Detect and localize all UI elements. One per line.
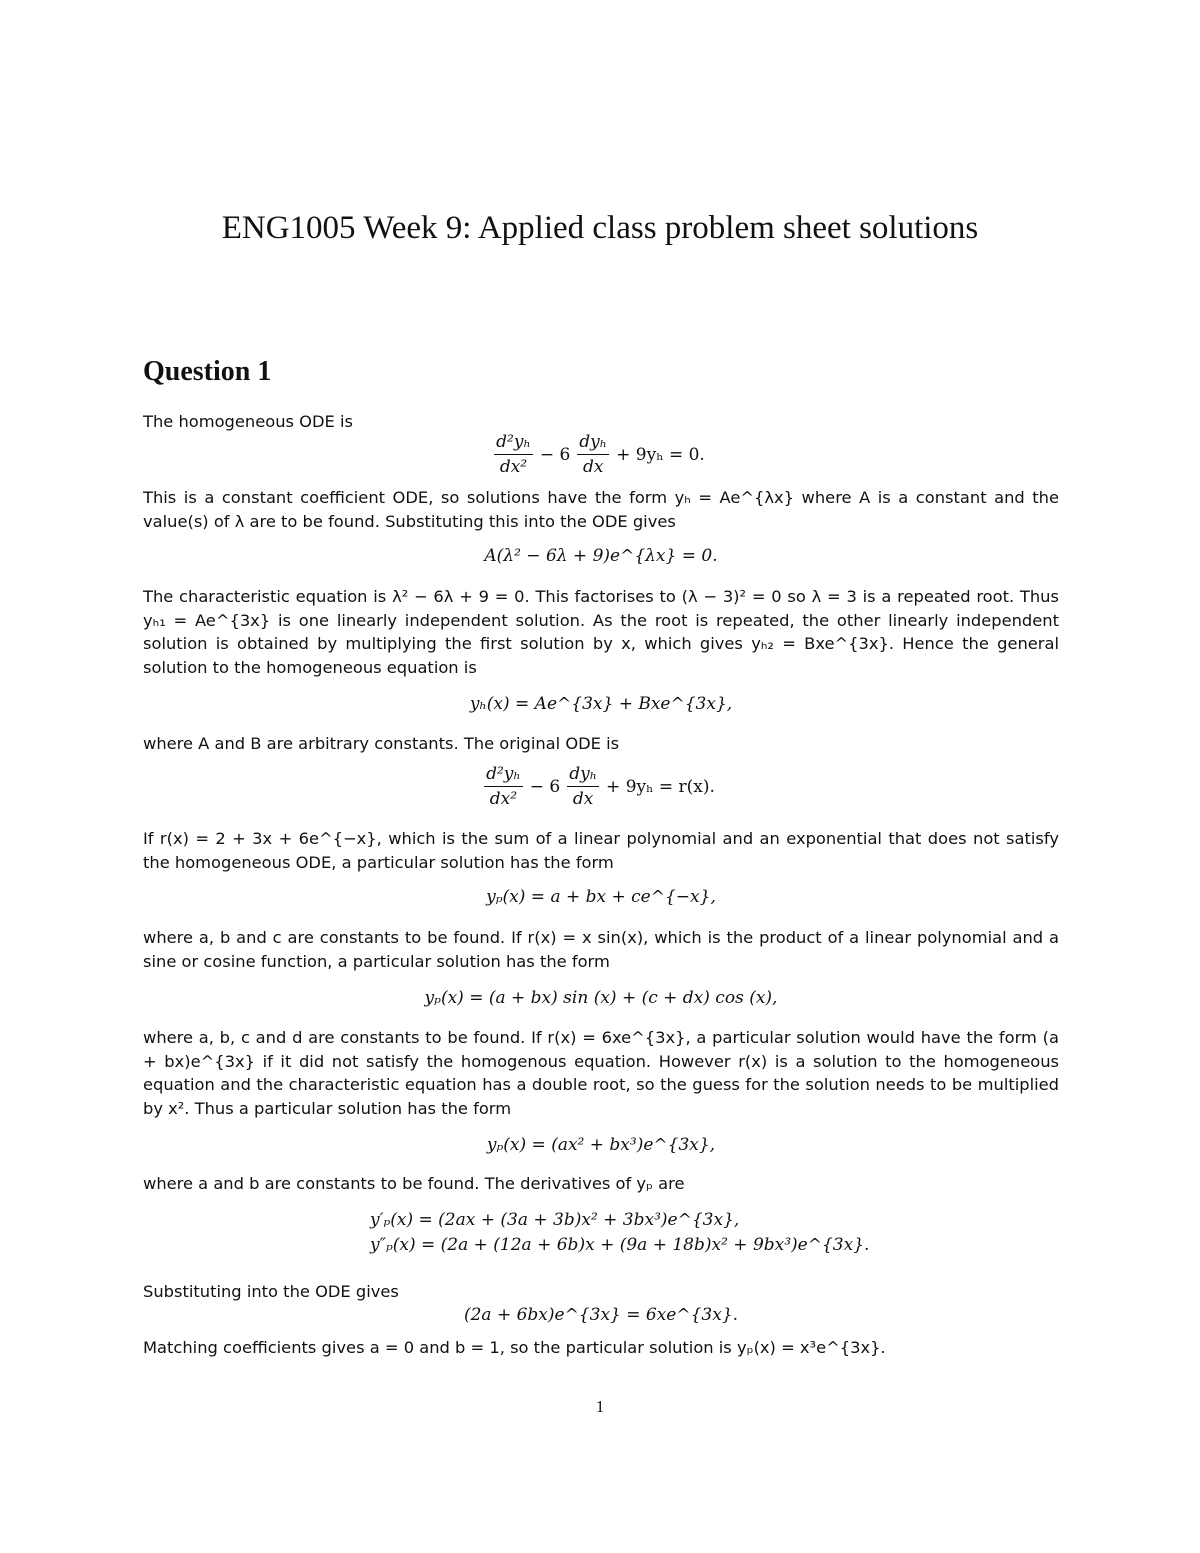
paragraph-6: where a, b and c are constants to be found. If r(x) = x sin(x), which is the product of a linear polynomial and a sine or cosine function, a particular solution has the form xyxy=(143,928,1059,971)
fraction-numerator: dyₕ xyxy=(567,764,599,787)
equation-particular-form-3: yₚ(x) = (ax² + bx³)e^{3x}, xyxy=(486,1135,716,1155)
fraction-denominator: dx² xyxy=(499,457,528,477)
paragraph-5: If r(x) = 2 + 3x + 6e^{−x}, which is the sum of a linear polynomial and an exponential that does not satisfy the homogeneous ODE, a particular solution has the form xyxy=(143,829,1059,872)
equation-substituted: (2a + 6bx)e^{3x} = 6xe^{3x}. xyxy=(463,1305,739,1325)
equation-homogeneous-solution: yₕ(x) = Ae^{3x} + Bxe^{3x}, xyxy=(469,694,733,714)
paragraph-3: The characteristic equation is λ² − 6λ + 9 = 0. This factorises to (λ − 3)² = 0 so λ = 3 is a repeated root. Thus yₕ₁ = Ae^{3x} is one linearly independent solution. As the root is repeated, the other linearly independent solution is obtained by multiplying the first solution by x, which gives yₕ₂ = Bxe^{3x}. Hence the general solution to the homogeneous equation is xyxy=(143,587,1059,677)
paragraph-2: This is a constant coefficient ODE, so solutions have the form yₕ = Ae^{λx} where A is a constant and the value(s) of λ are to be found. Substituting this into the ODE gives xyxy=(143,488,1059,531)
equation-particular-form-1: yₚ(x) = a + bx + ce^{−x}, xyxy=(486,887,716,907)
paragraph-8: where a and b are constants to be found. The derivatives of yₚ are xyxy=(143,1174,685,1193)
section-heading-question-1: Question 1 xyxy=(143,356,272,387)
equation-term: + 9yₕ = 0. xyxy=(616,444,705,465)
equation-first-derivative: y′ₚ(x) = (2ax + (3a + 3b)x² + 3bx³)e^{3x}, xyxy=(370,1210,740,1230)
equation-homogeneous-ode xyxy=(0,432,1200,477)
paragraph-10: Matching coefficients gives a = 0 and b = 1, so the particular solution is yₚ(x) = x³e^{3x}. xyxy=(143,1338,886,1357)
fraction-numerator: d²yₕ xyxy=(494,432,533,455)
page-number: 1 xyxy=(595,1397,605,1416)
fraction-denominator: dx xyxy=(572,789,594,809)
fraction-second-derivative xyxy=(494,432,533,477)
fraction-numerator: d²yₕ xyxy=(484,764,523,787)
fraction-first-derivative xyxy=(577,432,609,477)
fraction-first-derivative xyxy=(567,764,599,809)
paragraph-9: Substituting into the ODE gives xyxy=(143,1282,399,1301)
paragraph-7: where a, b, c and d are constants to be found. If r(x) = 6xe^{3x}, a particular solution would have the form (a + bx)e^{3x} if it did not satisfy the homogenous equation. However r(x) is a solution to the homogeneous equation and the characteristic equation has a double root, so the guess for the solution needs to be multiplied by x². Thus a particular solution has the form xyxy=(143,1028,1059,1118)
fraction-denominator: dx xyxy=(582,457,604,477)
equation-original-ode xyxy=(0,764,1200,809)
fraction-second-derivative xyxy=(484,764,523,809)
paragraph-4: where A and B are arbitrary constants. The original ODE is xyxy=(143,734,620,753)
equation-term: − 6 xyxy=(539,444,571,465)
fraction-numerator: dyₕ xyxy=(577,432,609,455)
equation-particular-form-2: yₚ(x) = (a + bx) sin (x) + (c + dx) cos (x), xyxy=(424,988,778,1008)
fraction-denominator: dx² xyxy=(489,789,518,809)
equation-characteristic-substitution: A(λ² − 6λ + 9)e^{λx} = 0. xyxy=(484,546,718,566)
page-title: ENG1005 Week 9: Applied class problem sheet solutions xyxy=(221,210,979,246)
equation-term: + 9yₕ = r(x). xyxy=(606,776,715,797)
paragraph-1: The homogeneous ODE is xyxy=(143,412,354,431)
equation-second-derivative: y″ₚ(x) = (2a + (12a + 6b)x + (9a + 18b)x² + 9bx³)e^{3x}. xyxy=(370,1235,870,1255)
equation-term: − 6 xyxy=(529,776,561,797)
equation-derivatives xyxy=(370,1208,869,1258)
